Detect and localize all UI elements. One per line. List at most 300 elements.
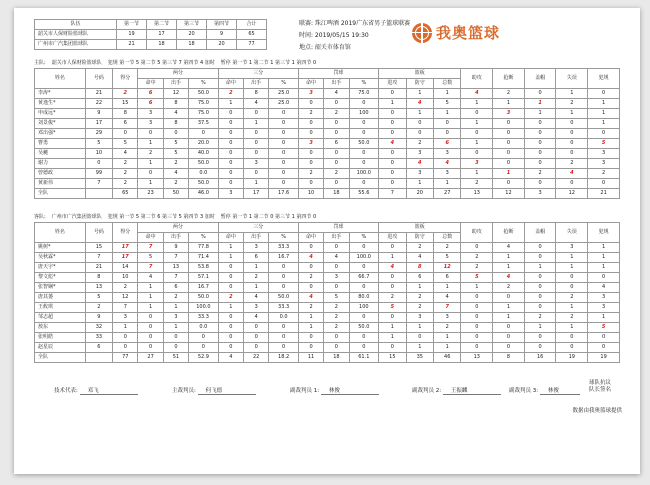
- stat-cell-ast: 2: [461, 179, 493, 189]
- stat-cell-name: 吴秋霖*: [35, 253, 86, 263]
- stat-cell-pf: 21: [588, 189, 620, 199]
- stat-cell-num: 5: [85, 139, 112, 149]
- stat-cell-reb: 6: [434, 139, 461, 149]
- place-line: 地点: 韶关市体育馆: [299, 44, 351, 51]
- stat-cell-dreb: 1: [406, 179, 433, 189]
- player-row: [35, 109, 620, 119]
- stat-cell-ftp: 0: [349, 119, 379, 129]
- stat-cell-tov: 1: [556, 109, 588, 119]
- stat-cell-num: 15: [85, 243, 112, 253]
- stat-cell-ftp: 100: [349, 109, 379, 119]
- score-header: 第一节: [117, 20, 147, 30]
- stat-cell-pf: 1: [588, 119, 620, 129]
- home-timeouts: 暂停 第一节 1 第二节 1 第三节 1 第四节 0: [220, 60, 317, 66]
- header-attempts: 出手: [244, 233, 269, 243]
- player-row: [35, 333, 620, 343]
- stat-cell-fgm: 1: [138, 139, 163, 149]
- stat-cell-fga: 7: [163, 253, 188, 263]
- stat-cell-num: 9: [85, 313, 112, 323]
- stat-cell-blk: 0: [524, 129, 556, 139]
- stat-cell-num: [85, 353, 112, 363]
- stat-cell-reb: 4: [434, 159, 461, 169]
- stat-cell-dreb: 8: [406, 263, 433, 273]
- stat-cell-tov: 4: [556, 169, 588, 179]
- stat-cell-oreb: 15: [379, 353, 406, 363]
- stat-cell-tov: 1: [556, 89, 588, 99]
- stat-cell-tpm: 0: [218, 313, 243, 323]
- stat-cell-reb: 2: [434, 323, 461, 333]
- stat-cell-stl: 2: [493, 283, 525, 293]
- stat-cell-stl: 0: [493, 179, 525, 189]
- stat-cell-tpa: 3: [244, 159, 269, 169]
- stat-cell-pf: 3: [588, 159, 620, 169]
- stat-cell-fgm: 7: [138, 243, 163, 253]
- header-number: 号码: [85, 223, 112, 243]
- stat-cell-blk: 1: [524, 263, 556, 273]
- stat-cell-oreb: 0: [379, 243, 406, 253]
- stat-cell-tpm: 1: [218, 303, 243, 313]
- stat-cell-ftm: 10: [298, 189, 323, 199]
- stat-cell-stl: 1: [493, 263, 525, 273]
- stat-cell-stl: 4: [493, 273, 525, 283]
- stat-cell-fta: 0: [324, 129, 349, 139]
- stat-cell-ast: 1: [461, 169, 493, 179]
- stat-cell-tov: 2: [556, 159, 588, 169]
- stat-cell-tpa: 0: [244, 323, 269, 333]
- stat-cell-tov: 0: [556, 283, 588, 293]
- stat-cell-pf: 3: [588, 149, 620, 159]
- stat-cell-oreb: 4: [379, 139, 406, 149]
- stat-cell-blk: 0: [524, 333, 556, 343]
- stat-cell-pts: 2: [113, 169, 138, 179]
- stat-cell-ast: 13: [461, 353, 493, 363]
- stat-cell-pts: 8: [113, 109, 138, 119]
- stat-cell-tov: 1: [556, 323, 588, 333]
- stat-cell-ftm: 0: [298, 149, 323, 159]
- stat-cell-tov: 2: [556, 313, 588, 323]
- stat-cell-ast: 1: [461, 283, 493, 293]
- stat-cell-num: 29: [85, 129, 112, 139]
- stat-cell-fga: 4: [163, 109, 188, 119]
- time-line: 时间: 2019/05/15 19:30: [299, 32, 369, 39]
- stat-cell-pf: 0: [588, 89, 620, 99]
- stat-cell-num: 99: [85, 169, 112, 179]
- stat-cell-fta: 0: [324, 179, 349, 189]
- header-offensive-rebounds: 进攻: [379, 233, 406, 243]
- header-two-pointers: 两分: [138, 223, 218, 233]
- stat-cell-num: 22: [85, 99, 112, 109]
- stat-cell-fga: 2: [163, 179, 188, 189]
- stat-cell-ast: 0: [461, 333, 493, 343]
- stat-cell-fgp: 46.0: [189, 189, 219, 199]
- stat-cell-tpa: 1: [244, 283, 269, 293]
- score-header: 第二节: [147, 20, 177, 30]
- stat-cell-tpa: 4: [244, 99, 269, 109]
- score-row: [35, 40, 267, 50]
- stat-cell-fga: 12: [163, 89, 188, 99]
- umpire-2: [412, 386, 501, 395]
- stat-cell-pts: 2: [113, 89, 138, 99]
- stat-cell-stl: 8: [493, 353, 525, 363]
- header-steals: 抢断: [493, 223, 525, 243]
- stat-cell-name: 全队: [35, 353, 86, 363]
- stat-cell-tpp: 0.0: [269, 313, 299, 323]
- stat-cell-oreb: 4: [379, 263, 406, 273]
- stat-cell-fga: 2: [163, 293, 188, 303]
- chief-umpire: [172, 386, 256, 395]
- stat-cell-fta: 0: [324, 99, 349, 109]
- player-row: [35, 139, 620, 149]
- stat-cell-fgp: 53.8: [189, 263, 219, 273]
- stat-cell-fgm: 1: [138, 179, 163, 189]
- stat-cell-tov: 1: [556, 253, 588, 263]
- stat-cell-tov: 0: [556, 179, 588, 189]
- stat-cell-fga: 4: [163, 169, 188, 179]
- score-header: 第四节: [207, 20, 237, 30]
- stat-cell-blk: 0: [524, 293, 556, 303]
- stat-cell-oreb: 1: [379, 253, 406, 263]
- stat-cell-ftm: 4: [298, 253, 323, 263]
- stat-cell-num: [85, 189, 112, 199]
- stat-cell-blk: 0: [524, 343, 556, 353]
- stat-cell-tov: 0: [556, 273, 588, 283]
- stat-cell-fta: 2: [324, 169, 349, 179]
- home-team-header: [34, 59, 322, 67]
- stat-cell-stl: 0: [493, 293, 525, 303]
- score-cell-q2: 17: [147, 30, 177, 40]
- stat-cell-ftp: 55.6: [349, 189, 379, 199]
- league-line: 联赛: 珠江啤酒 2019广东省男子篮球联赛: [299, 20, 411, 27]
- header-made: 命中: [298, 233, 323, 243]
- stat-cell-tpp: 0: [269, 343, 299, 353]
- score-cell-total: 65: [237, 30, 267, 40]
- stat-cell-ftm: 0: [298, 179, 323, 189]
- stat-cell-tpm: 4: [218, 353, 243, 363]
- stat-cell-tpa: 4: [244, 313, 269, 323]
- stat-cell-stl: 0: [493, 343, 525, 353]
- stat-cell-ftm: 0: [298, 243, 323, 253]
- stat-cell-num: 0: [85, 159, 112, 169]
- stat-cell-tpa: 1: [244, 119, 269, 129]
- stat-cell-reb: 1: [434, 333, 461, 343]
- stat-cell-tov: 2: [556, 99, 588, 109]
- stat-cell-ftp: 0: [349, 343, 379, 353]
- header-attempts: 出手: [163, 233, 188, 243]
- stat-cell-pts: 14: [113, 263, 138, 273]
- stat-cell-num: 5: [85, 293, 112, 303]
- stat-cell-ftp: 61.1: [349, 353, 379, 363]
- header-attempts: 出手: [324, 79, 349, 89]
- stat-cell-ftm: 3: [298, 89, 323, 99]
- player-row: [35, 159, 620, 169]
- stat-cell-tpm: 0: [218, 109, 243, 119]
- stat-cell-fgm: 1: [138, 293, 163, 303]
- header-assists: 助攻: [461, 69, 493, 89]
- stat-cell-ast: 2: [461, 253, 493, 263]
- stat-cell-tpa: 0: [244, 149, 269, 159]
- stat-cell-fgp: 0: [189, 333, 219, 343]
- stat-cell-tov: 1: [556, 303, 588, 313]
- stat-cell-oreb: 2: [379, 293, 406, 303]
- stat-cell-ftm: 0: [298, 333, 323, 343]
- stat-cell-tpm: 1: [218, 99, 243, 109]
- stat-cell-num: 32: [85, 323, 112, 333]
- header-blocks: 盖帽: [524, 223, 556, 243]
- boxscore-sheet: [14, 8, 640, 474]
- stat-cell-fta: 0: [324, 159, 349, 169]
- stat-cell-num: 7: [85, 179, 112, 189]
- player-row: [35, 263, 620, 273]
- stat-cell-ftm: 0: [298, 129, 323, 139]
- stat-cell-fta: 5: [324, 293, 349, 303]
- stat-cell-ftp: 0: [349, 179, 379, 189]
- stat-cell-pts: 4: [113, 149, 138, 159]
- stat-cell-ftm: 2: [298, 273, 323, 283]
- header-made: 命中: [138, 79, 163, 89]
- stat-cell-fgp: 50.0: [189, 293, 219, 303]
- stat-cell-oreb: 1: [379, 99, 406, 109]
- stat-cell-ftp: 66.7: [349, 273, 379, 283]
- stat-cell-blk: 0: [524, 303, 556, 313]
- stat-cell-tov: 12: [556, 189, 588, 199]
- stat-cell-stl: 12: [493, 189, 525, 199]
- stat-cell-pts: 0: [113, 333, 138, 343]
- header-assists: 助攻: [461, 223, 493, 243]
- umpire-1-label: 副裁判员 1:: [290, 388, 320, 394]
- stat-cell-fgm: 6: [138, 99, 163, 109]
- stat-cell-fgm: 23: [138, 189, 163, 199]
- data-source-note: 数据由我奥篮球提供: [572, 408, 622, 414]
- score-cell-total: 77: [237, 40, 267, 50]
- header-made: 命中: [218, 233, 243, 243]
- stat-cell-oreb: 0: [379, 169, 406, 179]
- stat-cell-reb: 5: [434, 253, 461, 263]
- stat-cell-dreb: 4: [406, 253, 433, 263]
- score-cell-q2: 18: [147, 40, 177, 50]
- stat-cell-blk: 0: [524, 283, 556, 293]
- stat-cell-name: 全队: [35, 189, 86, 199]
- stat-cell-reb: 3: [434, 169, 461, 179]
- stat-cell-tpm: 0: [218, 179, 243, 189]
- stat-cell-name: 敖东: [35, 323, 86, 333]
- stat-cell-tpa: 4: [244, 293, 269, 303]
- stat-cell-ast: 0: [461, 343, 493, 353]
- stat-cell-blk: 0: [524, 273, 556, 283]
- stat-cell-fgp: 100.0: [189, 303, 219, 313]
- header-fouls: 犯规: [588, 223, 620, 243]
- stat-cell-dreb: 1: [406, 109, 433, 119]
- stat-cell-pts: 7: [113, 303, 138, 313]
- stat-cell-ftp: 0: [349, 149, 379, 159]
- stat-cell-pts: 65: [113, 189, 138, 199]
- stat-cell-tov: 0: [556, 333, 588, 343]
- header-attempts: 出手: [324, 233, 349, 243]
- stat-cell-fga: 0: [163, 129, 188, 139]
- stat-cell-fta: 2: [324, 109, 349, 119]
- stat-cell-fgm: 4: [138, 273, 163, 283]
- team-total-row: [35, 353, 620, 363]
- stat-cell-tpp: 0: [269, 263, 299, 273]
- stat-cell-fgp: 57.1: [189, 273, 219, 283]
- stat-cell-fta: 18: [324, 353, 349, 363]
- stat-cell-fgp: 0: [189, 343, 219, 353]
- stat-cell-fgm: 0: [138, 169, 163, 179]
- header-percent: %: [269, 79, 299, 89]
- stat-cell-pf: 0: [588, 129, 620, 139]
- stat-cell-tpa: 6: [244, 253, 269, 263]
- stat-cell-name: 邓出强*: [35, 129, 86, 139]
- stat-cell-fgm: 3: [138, 119, 163, 129]
- stat-cell-fgp: 0.0: [189, 323, 219, 333]
- stat-cell-pts: 15: [113, 99, 138, 109]
- stat-cell-ftp: 0: [349, 313, 379, 323]
- stat-cell-ast: 13: [461, 189, 493, 199]
- stat-cell-pts: 0: [113, 343, 138, 353]
- stat-cell-ast: 4: [461, 89, 493, 99]
- stat-cell-tpm: 0: [218, 159, 243, 169]
- stat-cell-fta: 2: [324, 323, 349, 333]
- stat-cell-dreb: 20: [406, 189, 433, 199]
- stat-cell-tpp: 0: [269, 169, 299, 179]
- stat-cell-ftm: 1: [298, 313, 323, 323]
- header-rebounds: 篮板: [379, 223, 461, 233]
- stat-cell-fga: 7: [163, 273, 188, 283]
- stat-cell-fta: 6: [324, 139, 349, 149]
- stat-cell-stl: 1: [493, 99, 525, 109]
- stat-cell-num: 21: [85, 89, 112, 99]
- player-row: [35, 149, 620, 159]
- stat-cell-pts: 0: [113, 129, 138, 139]
- stat-cell-reb: 1: [434, 343, 461, 353]
- header-points: 得分: [113, 223, 138, 243]
- stat-cell-dreb: 2: [406, 293, 433, 303]
- stat-cell-fta: 0: [324, 283, 349, 293]
- away-team-header: [34, 213, 322, 221]
- stat-cell-fgm: 0: [138, 313, 163, 323]
- stat-cell-blk: 16: [524, 353, 556, 363]
- stat-cell-num: 13: [85, 283, 112, 293]
- stat-cell-ast: 0: [461, 149, 493, 159]
- stat-cell-reb: 7: [434, 303, 461, 313]
- stat-cell-fgp: 40.0: [189, 149, 219, 159]
- stat-cell-fgm: 2: [138, 149, 163, 159]
- stat-cell-tpp: 0: [269, 179, 299, 189]
- stat-cell-tpm: 0: [218, 139, 243, 149]
- stat-cell-tpa: 17: [244, 189, 269, 199]
- stat-cell-ftm: 2: [298, 303, 323, 313]
- stat-cell-dreb: 6: [406, 273, 433, 283]
- stat-cell-ftp: 100.0: [349, 253, 379, 263]
- stat-cell-pf: 0: [588, 333, 620, 343]
- stat-cell-pts: 2: [113, 283, 138, 293]
- header-steals: 抢断: [493, 69, 525, 89]
- header-fouls: 犯规: [588, 69, 620, 89]
- player-row: [35, 253, 620, 263]
- stat-cell-pts: 17: [113, 253, 138, 263]
- stat-cell-ftp: 0: [349, 159, 379, 169]
- header-free-throws: 罚球: [298, 223, 378, 233]
- stat-cell-tpm: 2: [218, 89, 243, 99]
- stat-cell-stl: 0: [493, 159, 525, 169]
- stat-cell-stl: 4: [493, 243, 525, 253]
- header-percent: %: [189, 233, 219, 243]
- stat-cell-tpm: 3: [218, 189, 243, 199]
- header-attempts: 出手: [163, 79, 188, 89]
- stat-cell-fga: 1: [163, 323, 188, 333]
- stat-cell-tov: 0: [556, 149, 588, 159]
- stat-cell-fga: 6: [163, 283, 188, 293]
- player-row: [35, 179, 620, 189]
- stat-cell-pf: 1: [588, 253, 620, 263]
- stat-cell-fga: 1: [163, 303, 188, 313]
- stat-cell-fta: 18: [324, 189, 349, 199]
- score-cell-q3: 20: [177, 30, 207, 40]
- stat-cell-tpa: 0: [244, 169, 269, 179]
- stat-cell-oreb: 0: [379, 313, 406, 323]
- stat-cell-tpa: 3: [244, 303, 269, 313]
- stat-cell-fga: 13: [163, 263, 188, 273]
- stat-cell-oreb: 0: [379, 109, 406, 119]
- stat-cell-tpp: 0: [269, 139, 299, 149]
- stat-cell-pts: 2: [113, 159, 138, 169]
- stat-cell-oreb: 0: [379, 149, 406, 159]
- header-points: 得分: [113, 69, 138, 89]
- away-timeouts: 暂停 第一节 1 第二节 0 第三节 1 第四节 0: [220, 214, 317, 220]
- stat-cell-name: 唐天宇*: [35, 263, 86, 273]
- stat-cell-tov: 0: [556, 343, 588, 353]
- stat-cell-num: 2: [85, 303, 112, 313]
- stat-cell-fga: 9: [163, 243, 188, 253]
- stat-cell-ftm: 3: [298, 139, 323, 149]
- player-row: [35, 313, 620, 323]
- stat-cell-ftp: 100.0: [349, 169, 379, 179]
- score-cell-team: 广州市广汽集团篮球队: [35, 40, 117, 50]
- stat-cell-name: 刘景俊*: [35, 119, 86, 129]
- home-team-name: 韶关市人保财险篮球队: [51, 60, 102, 66]
- stat-cell-tpm: 0: [218, 149, 243, 159]
- stat-cell-fgm: 1: [138, 303, 163, 313]
- header-number: 号码: [85, 69, 112, 89]
- stat-cell-tpp: 25.0: [269, 89, 299, 99]
- score-header: 合计: [237, 20, 267, 30]
- score-row: [35, 30, 267, 40]
- woao-logo: [412, 22, 500, 43]
- umpire-3-label: 副裁判员 3:: [509, 388, 539, 394]
- stat-cell-tpa: 0: [244, 343, 269, 353]
- header-made: 命中: [218, 79, 243, 89]
- stat-cell-fga: 8: [163, 99, 188, 109]
- stat-cell-pts: 5: [113, 139, 138, 149]
- stat-cell-fga: 3: [163, 313, 188, 323]
- stat-cell-ast: 0: [461, 109, 493, 119]
- stat-cell-reb: 3: [434, 149, 461, 159]
- chief-umpire-label: 主裁判员:: [172, 388, 196, 394]
- stat-cell-name: 张明皓: [35, 333, 86, 343]
- header-two-pointers: 两分: [138, 69, 218, 79]
- match-info: [299, 18, 410, 54]
- stat-cell-name: 黄新伟: [35, 179, 86, 189]
- stat-cell-stl: 1: [493, 169, 525, 179]
- stat-cell-fta: 2: [324, 303, 349, 313]
- home-fouls: 犯规 第一节 5 第二节 5 第三节 7 第四节 4 加时: [107, 60, 215, 66]
- stat-cell-ftm: 0: [298, 263, 323, 273]
- stat-cell-pf: 5: [588, 323, 620, 333]
- stat-cell-stl: 0: [493, 323, 525, 333]
- stat-cell-ast: 2: [461, 263, 493, 273]
- stat-cell-reb: 6: [434, 273, 461, 283]
- stat-cell-dreb: 3: [406, 313, 433, 323]
- stat-cell-ftp: 100: [349, 303, 379, 313]
